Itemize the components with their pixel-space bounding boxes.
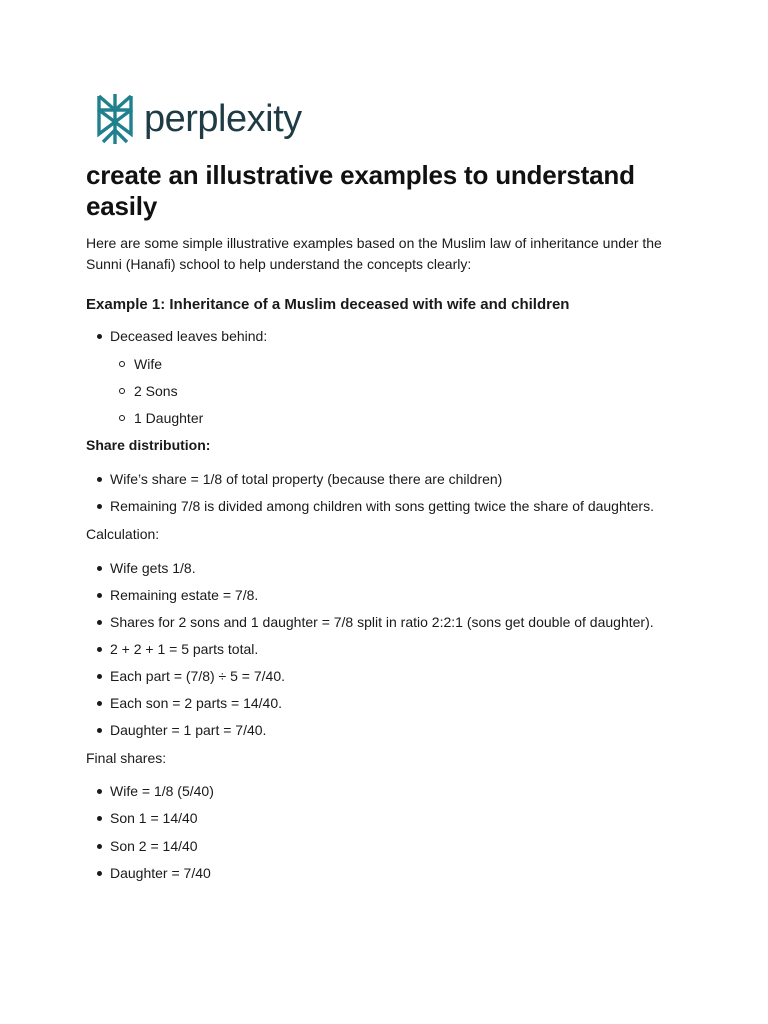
list-item: Daughter = 7/40 bbox=[110, 865, 211, 881]
list-item: Remaining 7/8 is divided among children with sons getting twice the share of daughters. bbox=[110, 498, 654, 514]
sub-list-item: 1 Daughter bbox=[134, 410, 204, 426]
share-distribution-label: Share distribution: bbox=[86, 437, 211, 453]
intro-paragraph: Here are some simple illustrative examples based on the Muslim law of inheritance under the Sunni (Hanafi) school to help understand the concepts clearly: bbox=[86, 235, 662, 272]
list-item: Son 2 = 14/40 bbox=[110, 838, 198, 854]
list-item: Deceased leaves behind: bbox=[110, 328, 268, 344]
list-item: Shares for 2 sons and 1 daughter = 7/8 split in ratio 2:2:1 (sons get double of daughter). bbox=[110, 614, 654, 630]
list-item: Wife gets 1/8. bbox=[110, 560, 196, 576]
list-item: Daughter = 1 part = 7/40. bbox=[110, 722, 267, 738]
example-1-heading: Example 1: Inheritance of a Muslim deceased with wife and children bbox=[86, 296, 570, 313]
calculation-label: Calculation: bbox=[86, 526, 160, 542]
list-item: Remaining estate = 7/8. bbox=[110, 587, 259, 603]
sub-list-item: 2 Sons bbox=[134, 383, 178, 399]
list-item: Son 1 = 14/40 bbox=[110, 810, 198, 826]
brand-wordmark: perplexity bbox=[144, 98, 302, 140]
list-item: Each son = 2 parts = 14/40. bbox=[110, 695, 283, 711]
list-item: Wife’s share = 1/8 of total property (because there are children) bbox=[110, 471, 503, 487]
sub-list-item: Wife bbox=[134, 356, 162, 372]
list-item: 2 + 2 + 1 = 5 parts total. bbox=[110, 641, 259, 657]
page-title: create an illustrative examples to understand easily bbox=[86, 160, 635, 221]
perplexity-logo-icon bbox=[94, 92, 136, 146]
list-item: Each part = (7/8) ÷ 5 = 7/40. bbox=[110, 668, 286, 684]
list-item: Wife = 1/8 (5/40) bbox=[110, 783, 214, 799]
brand-logo bbox=[94, 92, 302, 146]
final-shares-label: Final shares: bbox=[86, 750, 167, 766]
